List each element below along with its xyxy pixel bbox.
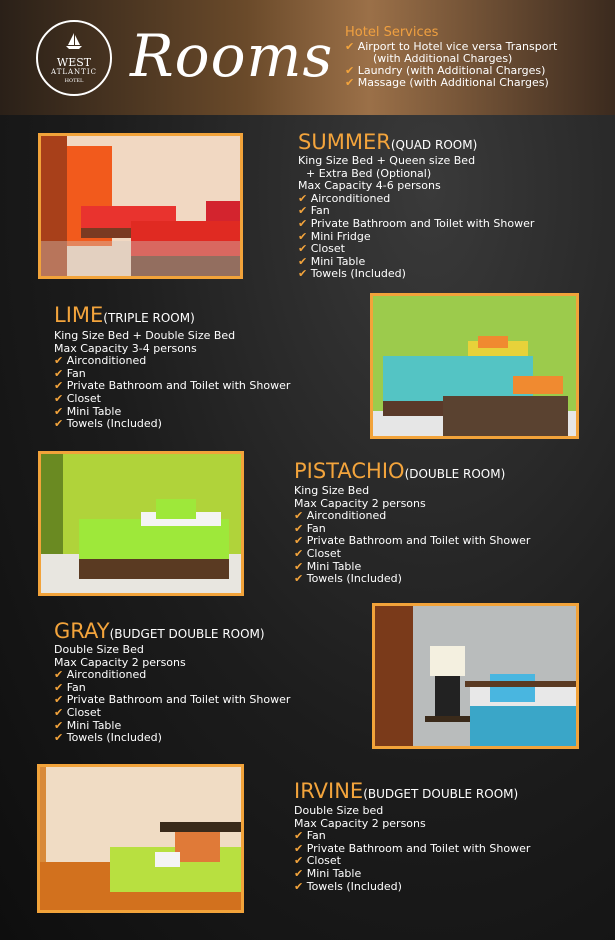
hotel-services [345,27,610,89]
checkmark-icon: ✔ [54,366,64,380]
checkmark-icon: ✔ [298,254,308,268]
checkmark-icon: ✔ [294,829,304,843]
checkmark-icon: ✔ [294,866,304,880]
sailboat-icon [64,32,84,50]
checkmark-icon: ✔ [54,379,64,393]
room-title-lime: LIME(TRIPLE ROOM) [54,303,195,327]
checkmark-icon: ✔ [294,559,304,573]
room-title-irvine: IRVINE(BUDGET DOUBLE ROOM) [294,779,519,803]
room-title-gray: GRAY(BUDGET DOUBLE ROOM) [54,619,265,643]
checkmark-icon: ✔ [298,204,308,218]
checkmark-icon: ✔ [54,668,64,682]
checkmark-icon: ✔ [54,705,64,719]
checkmark-icon: ✔ [54,731,64,745]
page-title: Rooms [130,22,334,90]
room-details-pistachio: King Size Bed Max Capacity 2 persons ✔ Airconditioned ✔ Fan ✔ Private Bathroom and Toilet with Shower ✔ Closet ✔ Mini Table ✔ Towels (Included) [294,484,531,586]
checkmark-icon: ✔ [54,718,64,732]
room-details-gray: Double Size Bed Max Capacity 2 persons ✔ Airconditioned ✔ Fan ✔ Private Bathroom and Toilet with Shower ✔ Closet ✔ Mini Table ✔ Towels (Included) [54,643,291,745]
checkmark-icon: ✔ [294,854,304,868]
checkmark-icon: ✔ [54,404,64,418]
checkmark-icon: ✔ [54,417,64,431]
checkmark-icon: ✔ [294,572,304,586]
checkmark-icon: ✔ [294,841,304,855]
checkmark-icon: ✔ [294,534,304,548]
room-title-summer: SUMMER(QUAD ROOM) [298,130,478,154]
checkmark-icon: ✔ [298,191,308,205]
irvine-room-photo [37,764,244,913]
checkmark-icon: ✔ [345,64,355,77]
hotel-logo [36,20,112,96]
logo-line-2: ATLANTIC [51,68,97,76]
service-item: ✔ Massage (with Additional Charges) [345,76,549,89]
gray-room-photo [372,603,579,749]
logo-line-1: WEST [56,56,92,69]
checkmark-icon: ✔ [345,40,355,53]
room-details-irvine: Double Size bed Max Capacity 2 persons ✔ Fan ✔ Private Bathroom and Toilet with Shower ✔ Closet ✔ Mini Table ✔ Towels (Included) [294,804,531,893]
checkmark-icon: ✔ [54,680,64,694]
pistachio-room-photo [38,451,244,596]
checkmark-icon: ✔ [294,546,304,560]
checkmark-icon: ✔ [298,242,308,256]
checkmark-icon: ✔ [54,354,64,368]
service-item: ✔ Airport to Hotel vice versa Transport [345,40,558,53]
logo-line-3: HOTEL [64,78,84,84]
checkmark-icon: ✔ [294,879,304,893]
checkmark-icon: ✔ [54,391,64,405]
room-details-summer: King Size Bed + Queen size Bed + Extra Bed (Optional) Max Capacity 4-6 persons ✔ Airconditioned ✔ Fan ✔ Private Bathroom and Toilet with Shower ✔ Mini Fridge ✔ Closet ✔ Mini Table ✔ Towels (Included) [298,154,535,281]
service-item: ✔ Laundry (with Additional Charges) [345,64,546,77]
checkmark-icon: ✔ [54,693,64,707]
checkmark-icon: ✔ [298,267,308,281]
summer-room-photo [38,133,243,279]
checkmark-icon: ✔ [294,521,304,535]
lime-room-photo [370,293,579,439]
checkmark-icon: ✔ [294,509,304,523]
service-item-note: (with Additional Charges) [373,52,513,65]
room-title-pistachio: PISTACHIO(DOUBLE ROOM) [294,459,506,483]
services-title: Hotel Services [345,25,439,40]
checkmark-icon: ✔ [298,216,308,230]
room-details-lime: King Size Bed + Double Size Bed Max Capacity 3-4 persons ✔ Airconditioned ✔ Fan ✔ Private Bathroom and Toilet with Shower ✔ Closet ✔ Mini Table ✔ Towels (Included) [54,329,291,431]
checkmark-icon: ✔ [345,76,355,89]
checkmark-icon: ✔ [298,229,308,243]
